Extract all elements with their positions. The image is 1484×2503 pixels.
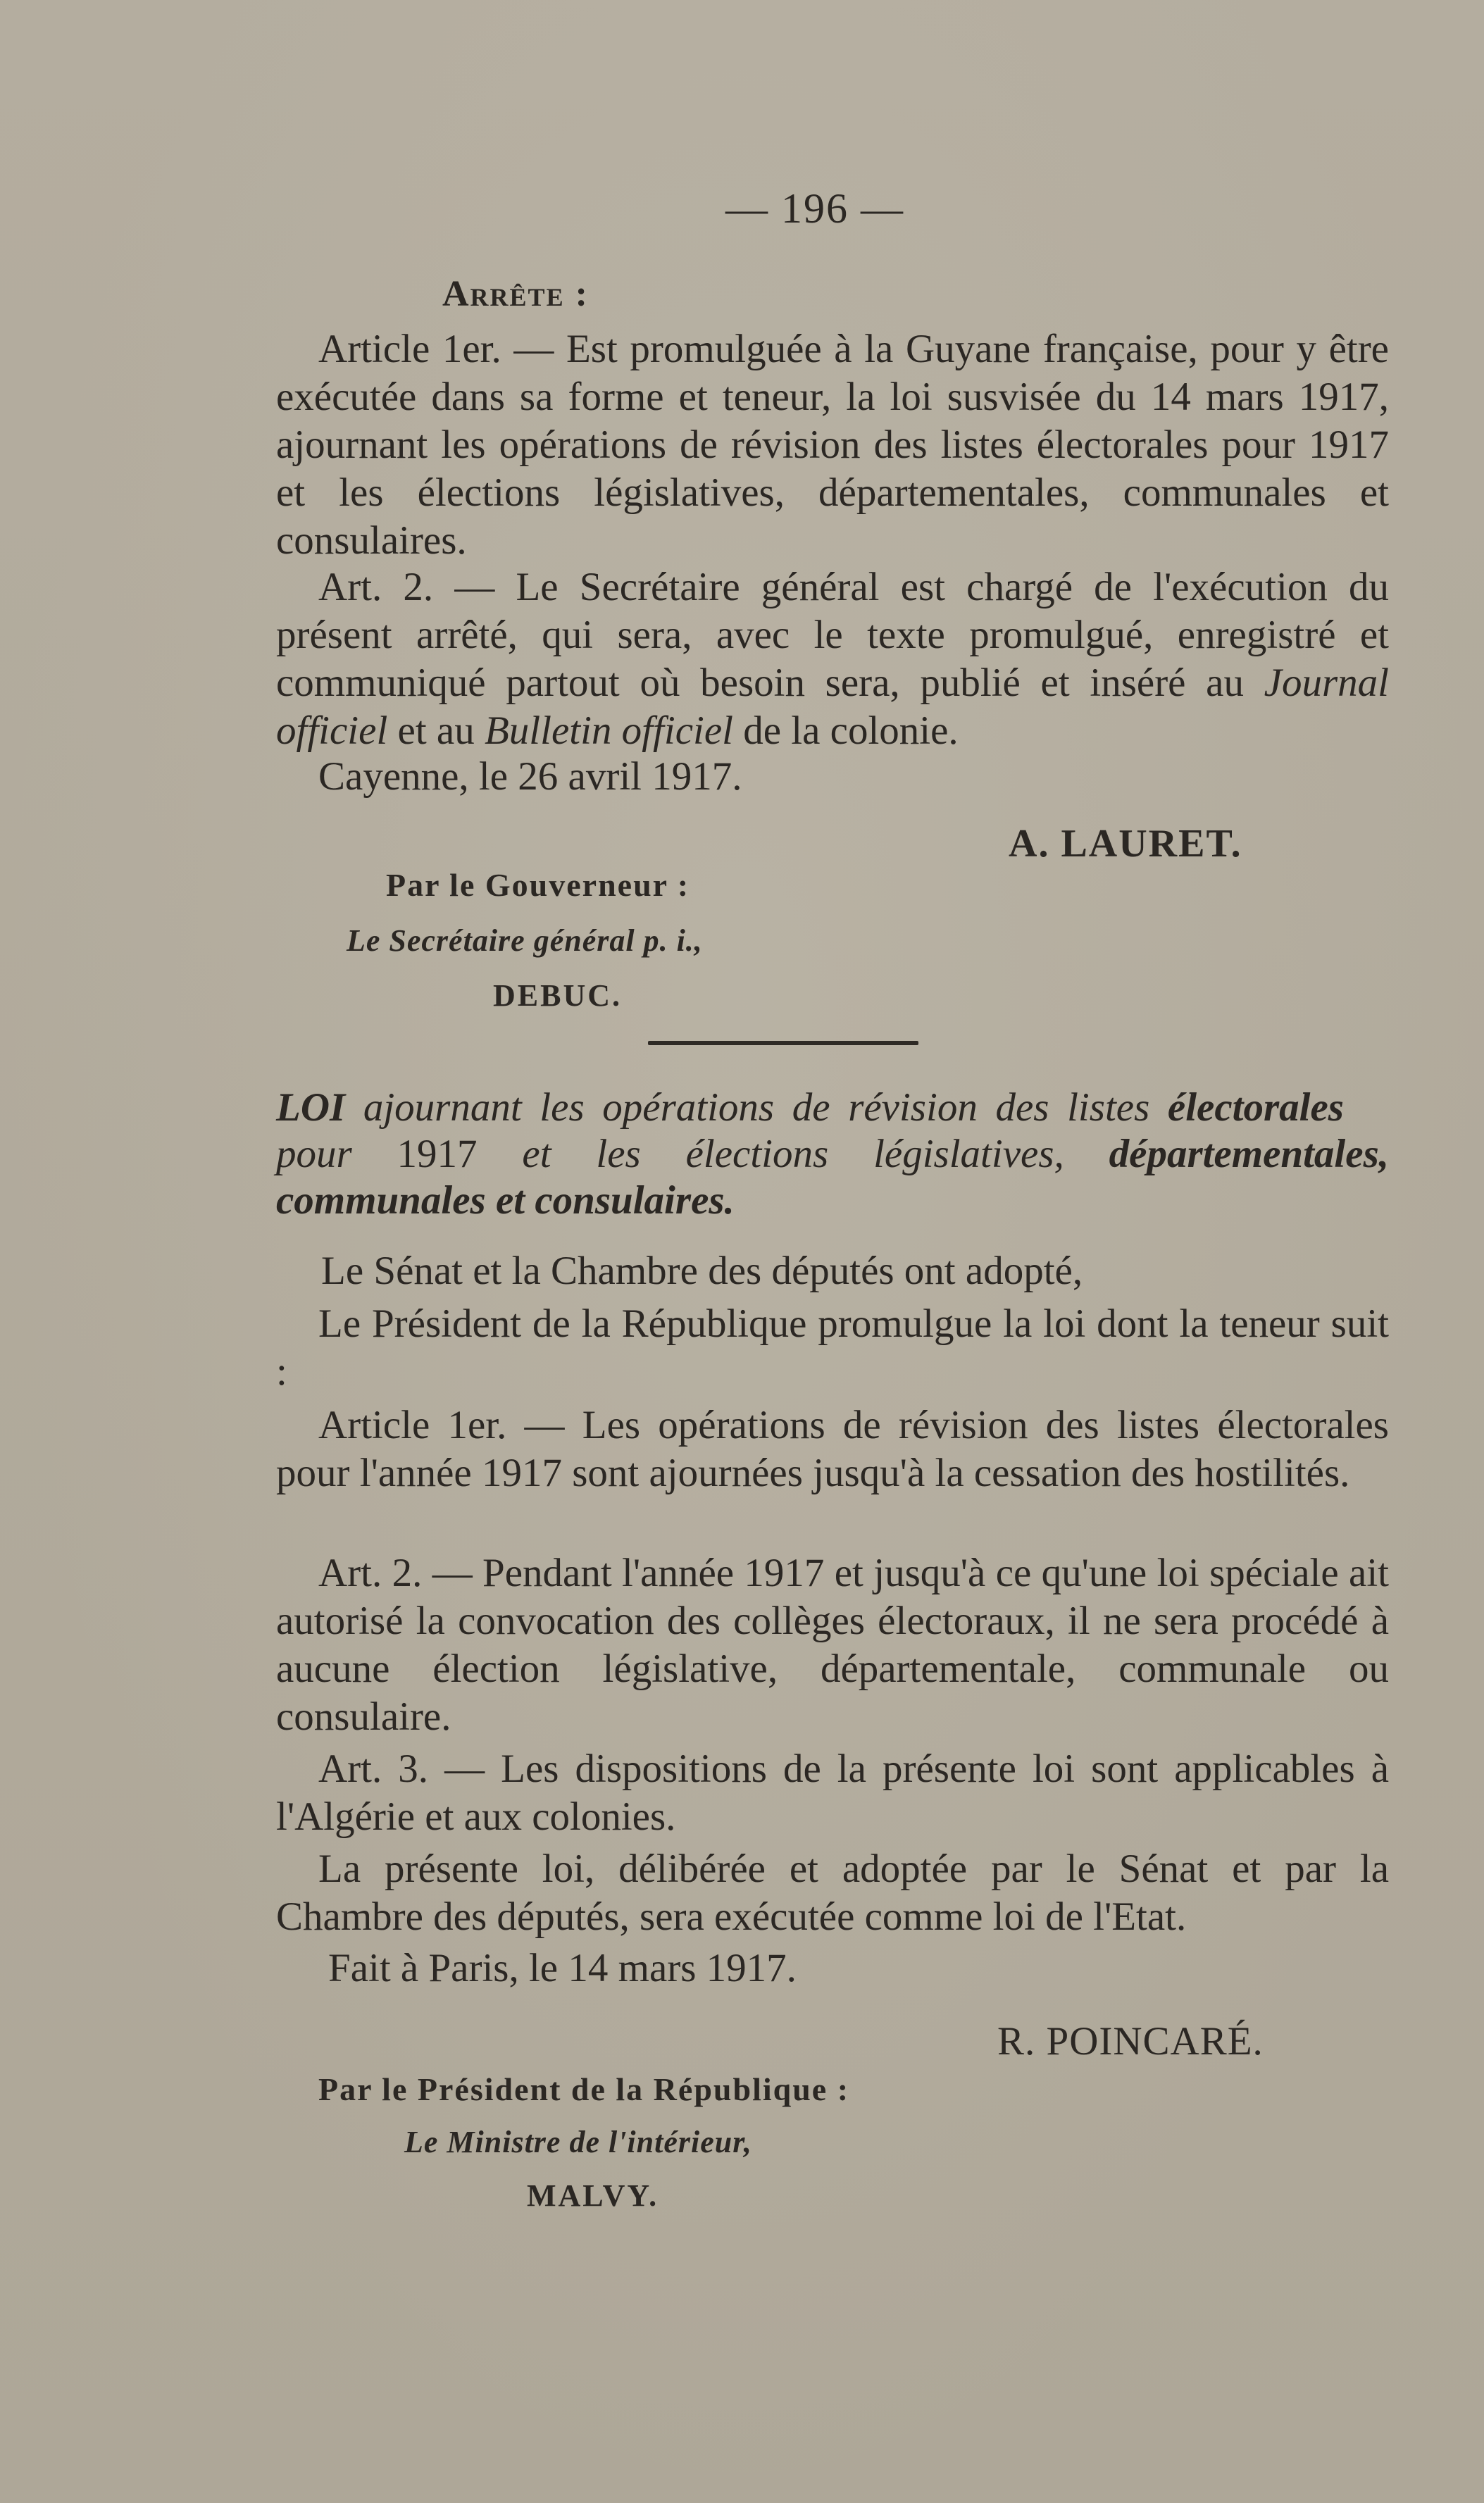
arrete-heading: Arrête : xyxy=(442,274,589,314)
loi-minister-name: MALVY. xyxy=(527,2178,659,2213)
section-divider xyxy=(648,1041,918,1045)
loi-minister-title: Le Ministre de l'intérieur, xyxy=(404,2125,752,2159)
loi-title: LOI ajournant les opérations de révision des listes électorales pour 1917 et les élections législatives, départementales, communales et consulaires. xyxy=(276,1085,1389,1223)
loi-president-line: Le Président de la République promulgue la loi dont la teneur suit : xyxy=(276,1302,1389,1394)
arrete-article-2: Art. 2. — Le Secrétaire général est chargé de l'exécution du présent arrêté, qui sera, avec le texte promulgué, enregistré et communiqué partout où besoin sera, publié et inséré au Journal officiel et au Bulletin officiel de la colonie. xyxy=(276,565,1389,753)
arrete-article-1: Article 1er. — Est promulguée à la Guyane française, pour y être exécutée dans sa forme et teneur, la loi susvisée du 14 mars 1917, ajournant les opérations de révision des listes électorales pour 1917 et les élections législatives, départementales, communales et consulaires. xyxy=(276,327,1389,563)
loi-senat-line: Le Sénat et la Chambre des députés ont adopté, xyxy=(321,1249,1083,1293)
arrete-par-gouverneur: Par le Gouverneur : xyxy=(386,867,690,903)
journal-officiel-ref: Journal officiel xyxy=(276,661,1389,753)
loi-signature: R. POINCARÉ. xyxy=(997,2019,1264,2064)
loi-article-2: Art. 2. — Pendant l'année 1917 et jusqu'à ce qu'une loi spéciale ait autorisé la convocation des collèges électoraux, il ne sera procédé à aucune élection législative, départementale, communale ou consulaire. xyxy=(276,1551,1389,1739)
loi-deliberation: La présente loi, délibérée et adoptée par le Sénat et par la Chambre des députés, sera exécutée comme loi de l'Etat. xyxy=(276,1847,1389,1939)
loi-par-president: Par le Président de la République : xyxy=(318,2071,850,2107)
arrete-secretary-name: DEBUC. xyxy=(493,978,623,1013)
page-number: — 196 — xyxy=(725,185,904,232)
bulletin-officiel-ref: Bulletin officiel xyxy=(484,709,733,753)
loi-place-date: Fait à Paris, le 14 mars 1917. xyxy=(328,1946,797,1990)
loi-article-1: Article 1er. — Les opérations de révision des listes électorales pour l'année 1917 sont ajournées jusqu'à la cessation des hostilités. xyxy=(276,1403,1389,1495)
arrete-secretary-title: Le Secrétaire général p. i., xyxy=(347,923,703,958)
arrete-place-date: Cayenne, le 26 avril 1917. xyxy=(318,754,742,799)
loi-article-3: Art. 3. — Les dispositions de la présente loi sont applicables à l'Algérie et aux colonies. xyxy=(276,1747,1389,1839)
arrete-signature: A. LAURET. xyxy=(1009,822,1242,866)
